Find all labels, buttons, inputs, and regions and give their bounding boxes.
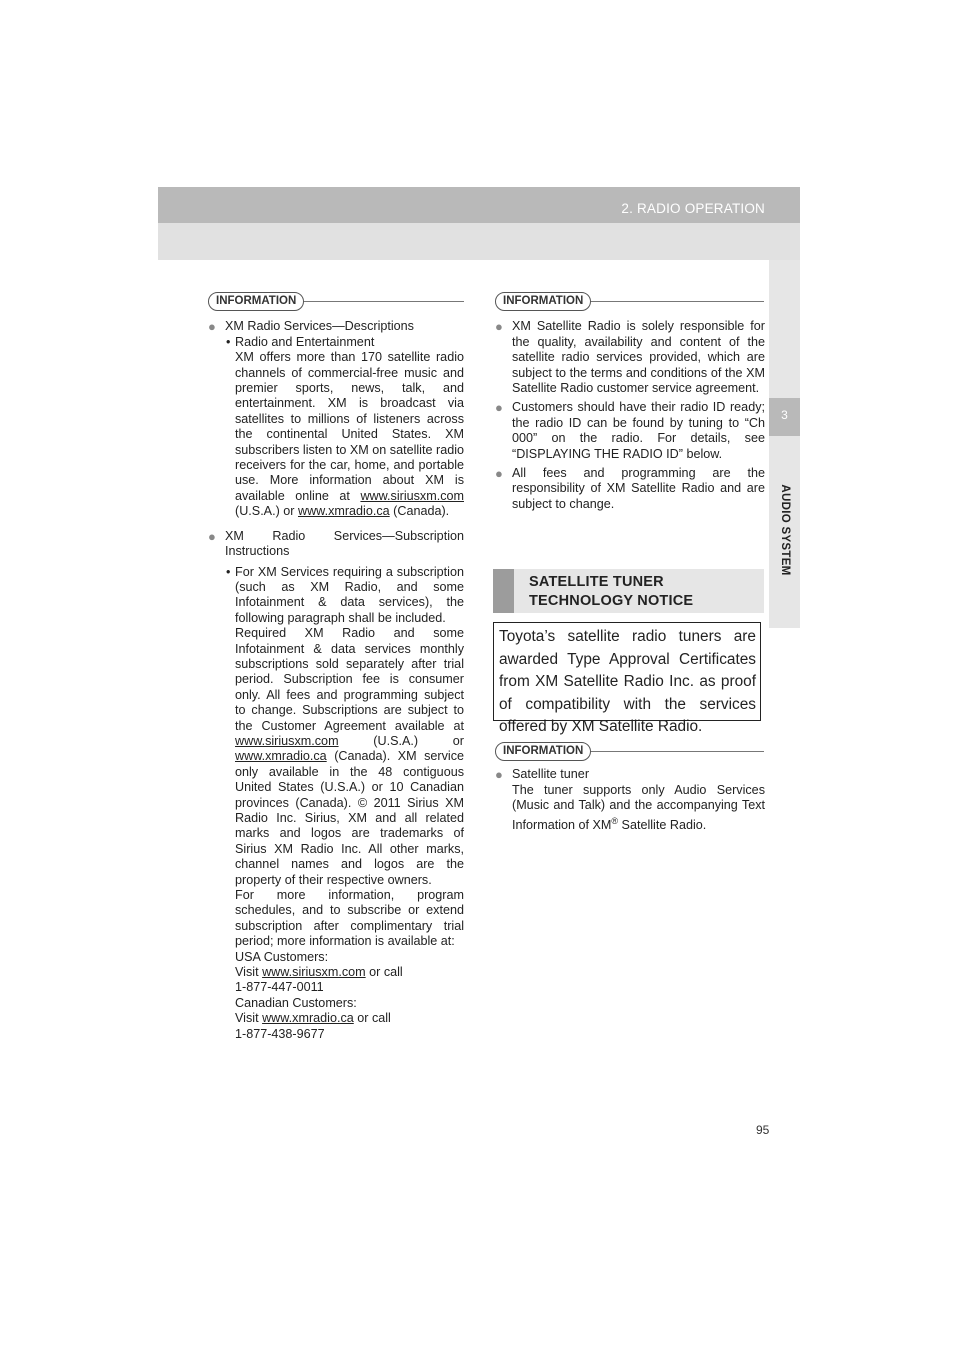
usa-customers-label: USA Customers: xyxy=(235,949,329,964)
notice-heading-bar xyxy=(493,569,514,613)
sub-text: Required XM Radio and some Infotainment & data services monthly subscriptions sold separately after trial period. Subscription fee is consumer only. All fees and programming subject to change. Subscriptions are subject to the Customer Agreement available at xyxy=(235,626,464,733)
right-column-lower xyxy=(495,742,765,833)
bullet-text: Customers should have their radio ID ready; the radio ID can be found by tuning to “Ch 000” on the radio. For details, see “DISPLAYING THE RADIO ID” below. xyxy=(512,400,765,461)
notice-title-line: SATELLITE TUNER xyxy=(529,574,664,590)
canadian-customers-label: Canadian Customers: xyxy=(235,995,357,1010)
side-tab-label-text: AUDIO SYSTEM xyxy=(779,484,791,576)
bullet-icon: ● xyxy=(495,767,503,783)
right-column xyxy=(495,292,765,512)
list-item xyxy=(495,767,765,833)
left-column xyxy=(208,292,464,1042)
bullet-title: Satellite tuner xyxy=(512,767,590,782)
usa-phone: 1-877-447-0011 xyxy=(235,980,324,995)
bullet-text: Satellite Radio. xyxy=(618,817,707,832)
info-tag: INFORMATION xyxy=(208,292,304,311)
sub-bullet-icon: • xyxy=(226,334,231,349)
bullet-title: XM Radio Services—Subscription Instructions xyxy=(225,528,464,559)
bullet-icon: ● xyxy=(208,319,216,335)
visit-label: Visit xyxy=(235,1011,263,1026)
notice-title-line: TECHNOLOGY NOTICE xyxy=(529,593,694,609)
notice-title xyxy=(529,573,693,611)
section-title: 2. RADIO OPERATION xyxy=(621,201,765,216)
sub-title: Radio and Entertainment xyxy=(235,334,375,349)
info-tag: INFORMATION xyxy=(495,292,591,311)
text-usa: (U.S.A.) or xyxy=(338,733,464,748)
sub-bullet-icon: • xyxy=(226,564,231,579)
or-call-label: or call xyxy=(365,965,403,980)
bullet-text: The tuner supports only Audio Services (Music and Talk) and the accompanying Text Information of XM xyxy=(512,782,765,832)
or-call-label: or call xyxy=(353,1011,391,1026)
text-usa: (U.S.A.) or xyxy=(235,504,298,519)
sub-text: XM offers more than 170 satellite radio channels of commercial-free music and premier sports, news, talk, and entertainment. XM is broadcast via satellites to millions of listeners across the continental United States. XM subscribers listen to XM on satellite radio receivers for the car, home, and portable use. More information about XM is available online at xyxy=(235,350,464,503)
list-item xyxy=(495,400,765,462)
sub-text: For XM Services requiring a subscription (such as XM Radio, and some Infotainment & data services), the following paragraph shall be included. xyxy=(235,564,464,625)
visit-label: Visit xyxy=(235,965,263,980)
siriusxm-link[interactable]: www.siriusxm.com xyxy=(235,733,339,748)
siriusxm-link[interactable]: www.siriusxm.com xyxy=(262,965,366,980)
info-tag: INFORMATION xyxy=(495,742,591,761)
siriusxm-link[interactable]: www.siriusxm.com xyxy=(360,488,464,503)
notice-text: Toyota’s satellite radio tuners are awarded Type Approval Certificates from XM Satellite Radio Inc. as proof of compatibility with the services offered by XM Satellite Radio. xyxy=(499,628,756,735)
side-tab-label xyxy=(772,460,798,600)
text-canada: (Canada). xyxy=(389,504,450,519)
bullet-title: XM Radio Services—Descriptions xyxy=(225,319,414,334)
canada-phone: 1-877-438-9677 xyxy=(235,1026,325,1041)
bullet-icon: ● xyxy=(495,400,503,416)
bullet-icon: ● xyxy=(208,528,216,544)
xmradio-link[interactable]: www.xmradio.ca xyxy=(235,749,327,764)
header-subband xyxy=(158,223,800,260)
side-tab-number: 3 xyxy=(781,408,788,422)
list-item xyxy=(495,319,765,396)
list-item xyxy=(495,466,765,512)
contact-block xyxy=(208,950,464,1042)
page-number: 95 xyxy=(756,1123,770,1137)
sub-item xyxy=(208,335,464,520)
xmradio-link[interactable]: www.xmradio.ca xyxy=(297,504,390,519)
sub-text: (Canada). XM service only available in the 48 contiguous United States (U.S.A.) or 10 Canadian provinces (Canada). © 2011 Sirius XM Radio Inc. Sirius, XM and all related marks and logos are trademarks of Sirius XM Radio Inc. All other marks, channel names and logos are the property of their respective owners. xyxy=(235,749,464,887)
list-item xyxy=(208,529,464,560)
sub-item xyxy=(208,565,464,950)
list-item xyxy=(208,319,464,334)
xmradio-link[interactable]: www.xmradio.ca xyxy=(262,1011,354,1026)
notice-box xyxy=(493,622,761,735)
bullet-text: XM Satellite Radio is solely responsible for the quality, availability and content of the satellite radio services provided, which are subject to the terms and conditions of the XM Satellite Radio customer service agreement. xyxy=(512,319,765,396)
notice-heading xyxy=(493,569,764,613)
bullet-icon: ● xyxy=(495,319,503,335)
registered-mark: ® xyxy=(611,815,619,826)
sub-text: For more information, program schedules, and to subscribe or extend subscription after complimentary trial period; more information is available at: xyxy=(235,888,464,949)
bullet-icon: ● xyxy=(495,466,503,482)
bullet-text: All fees and programming are the responsibility of XM Satellite Radio and are subject to change. xyxy=(512,466,765,511)
